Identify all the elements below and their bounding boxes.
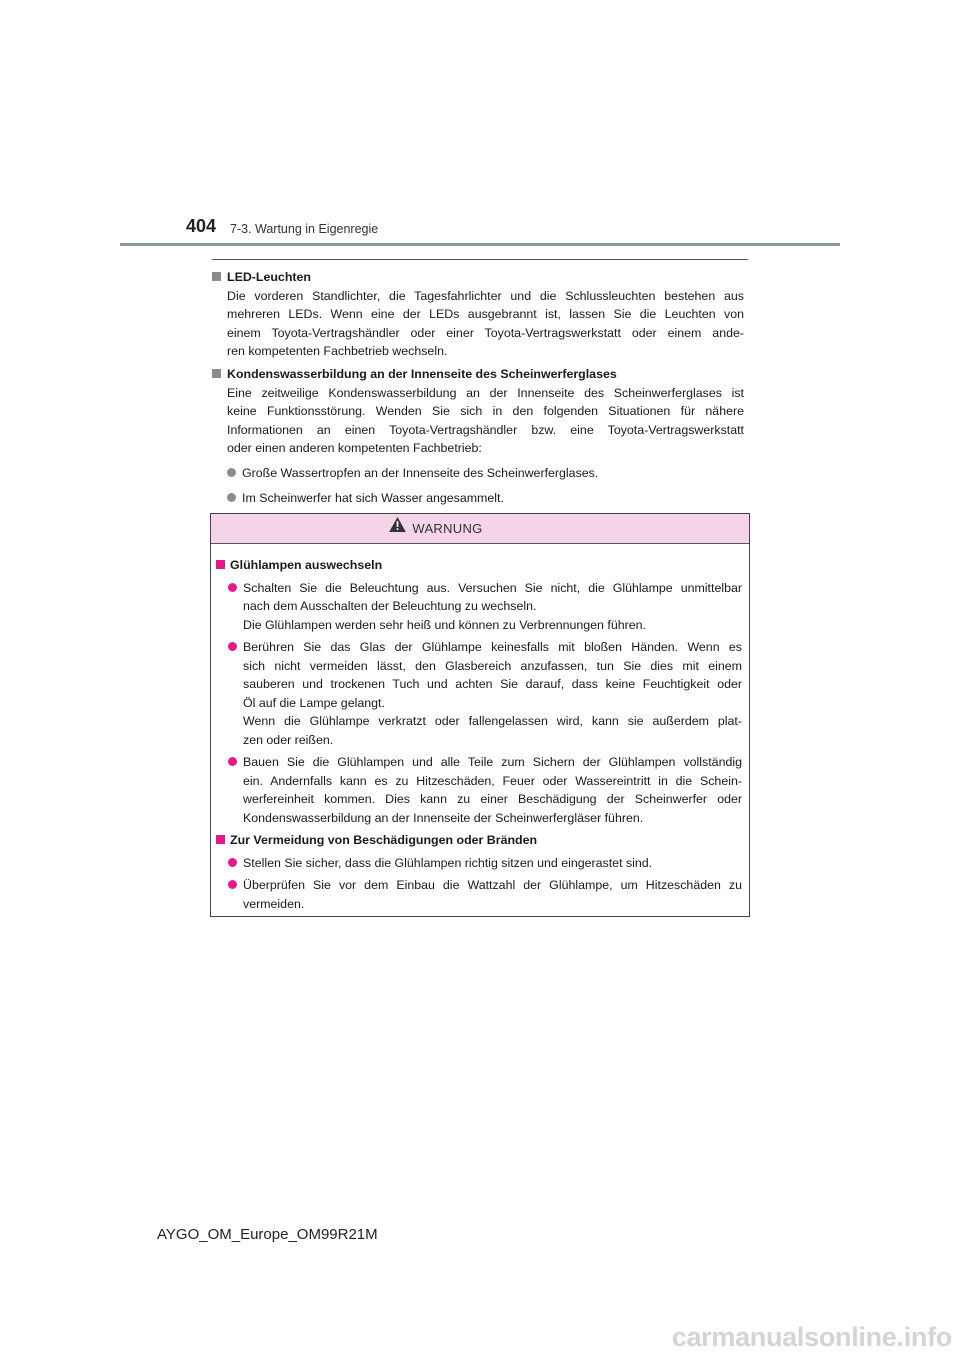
page-number: 404 xyxy=(186,216,217,236)
section-paragraph xyxy=(227,287,744,361)
warning-line: Berühren Sie das Glas der Glühlampe keinesfalls mit bloßen Händen. Wenn es xyxy=(243,640,742,654)
round-bullet-icon xyxy=(227,468,236,477)
warning-group-title xyxy=(216,831,742,850)
watermark: carmanualsonline.info xyxy=(671,1322,952,1352)
warning-line: vermeiden. xyxy=(243,896,305,911)
round-bullet-icon xyxy=(228,880,237,889)
section-paragraph xyxy=(227,384,744,458)
round-bullet-icon xyxy=(227,493,236,502)
list-item-text: Im Scheinwerfer hat sich Wasser angesammelt. xyxy=(242,490,504,505)
warning-header xyxy=(211,514,749,544)
paragraph-line: einem Toyota-Vertragshändler oder einer Toyota-Vertragswerkstatt oder einem ande- xyxy=(227,325,744,340)
warning-label: WARNUNG xyxy=(412,521,483,536)
round-bullet-icon xyxy=(228,642,237,651)
warning-group-title-text: Zur Vermeidung von Beschädigungen oder Bränden xyxy=(230,833,538,847)
round-bullet-icon xyxy=(228,757,237,766)
warning-line: sauberen und trockenen Tuch und achten Sie darauf, dass keine Feuchtigkeit oder xyxy=(243,677,742,691)
content-divider xyxy=(212,259,748,260)
paragraph-line: keine Funktionsstörung. Wenden Sie sich in den folgenden Situationen für nähere xyxy=(227,404,744,419)
warning-line: sich nicht vermeiden lässt, den Glasbereich anzufassen, tun Sie dies mit einem xyxy=(243,658,742,673)
section-led-leuchten xyxy=(212,268,744,361)
warning-line: zen oder reißen. xyxy=(243,732,334,747)
warning-line: ein. Andernfalls kann es zu Hitzeschäden, Feuer oder Wassereintritt in die Schein- xyxy=(243,773,742,788)
warning-box xyxy=(210,513,750,917)
square-bullet-icon xyxy=(216,835,225,844)
section-title: Kondenswasserbildung an der Innenseite des Scheinwerferglases xyxy=(227,367,617,381)
header-rule xyxy=(120,243,840,246)
warning-line: Stellen Sie sicher, dass die Glühlampen richtig sitzen und eingerastet sind. xyxy=(243,855,653,870)
warning-group-title xyxy=(216,556,742,575)
paragraph-line: mehreren LEDs. Wenn eine der LEDs ausgebrannt ist, lassen Sie die Leuchten von xyxy=(227,307,744,322)
warning-triangle-icon xyxy=(389,517,406,532)
round-bullet-icon xyxy=(228,583,237,592)
paragraph-line: Die vorderen Standlichter, die Tagesfahrlichter und die Schlussleuchten bestehen aus xyxy=(227,288,744,303)
warning-line: werfereinheit kommen. Dies kann zu einer Beschädigung der Scheinwerfer oder xyxy=(243,792,742,806)
warning-body xyxy=(216,556,742,913)
footer-document-code: AYGO_OM_Europe_OM99R21M xyxy=(157,1226,378,1243)
list-item xyxy=(227,464,744,483)
square-bullet-icon xyxy=(212,272,221,281)
paragraph-line: ren kompetenten Fachbetrieb wechseln. xyxy=(227,344,448,359)
warning-item xyxy=(228,854,742,873)
section-kondenswasser xyxy=(212,365,744,507)
warning-item xyxy=(228,638,742,749)
warning-group-title-text: Glühlampen auswechseln xyxy=(230,558,383,572)
list-item xyxy=(227,489,744,508)
warning-line: Bauen Sie die Glühlampen und alle Teile zum Sichern der Glühlampen vollständig xyxy=(243,755,742,769)
section-title: LED-Leuchten xyxy=(227,270,311,284)
warning-line: Schalten Sie die Beleuchtung aus. Versuchen Sie nicht, die Glühlampe unmittelbar xyxy=(243,580,742,595)
warning-line: Kondenswasserbildung an der Innenseite der Scheinwerfergläser führen. xyxy=(243,810,644,825)
round-bullet-icon xyxy=(228,858,237,867)
warning-line: Wenn die Glühlampe verkratzt oder fallengelassen wird, kann sie außerdem plat- xyxy=(243,714,742,728)
chapter-title: 7-3. Wartung in Eigenregie xyxy=(230,222,379,236)
square-bullet-icon xyxy=(212,369,221,378)
warning-item xyxy=(228,876,742,913)
square-bullet-icon xyxy=(216,560,225,569)
paragraph-line: oder einen anderen kompetenten Fachbetrieb: xyxy=(227,441,482,456)
warning-line: Überprüfen Sie vor dem Einbau die Wattzahl der Glühlampe, um Hitzeschäden zu xyxy=(243,878,742,892)
warning-line: nach dem Ausschalten der Beleuchtung zu wechseln. xyxy=(243,599,537,613)
list-item-text: Große Wassertropfen an der Innenseite des Scheinwerferglases. xyxy=(242,465,599,480)
warning-item xyxy=(228,579,742,635)
warning-line: Die Glühlampen werden sehr heiß und können zu Verbrennungen führen. xyxy=(243,617,646,632)
paragraph-line: Eine zeitweilige Kondenswasserbildung an der Innenseite des Scheinwerferglases ist xyxy=(227,385,744,400)
warning-line: Öl auf die Lampe gelangt. xyxy=(243,695,385,710)
paragraph-line: Informationen an einen Toyota-Vertragshändler bzw. eine Toyota-Vertragswerkstatt xyxy=(227,422,744,437)
warning-item xyxy=(228,753,742,827)
